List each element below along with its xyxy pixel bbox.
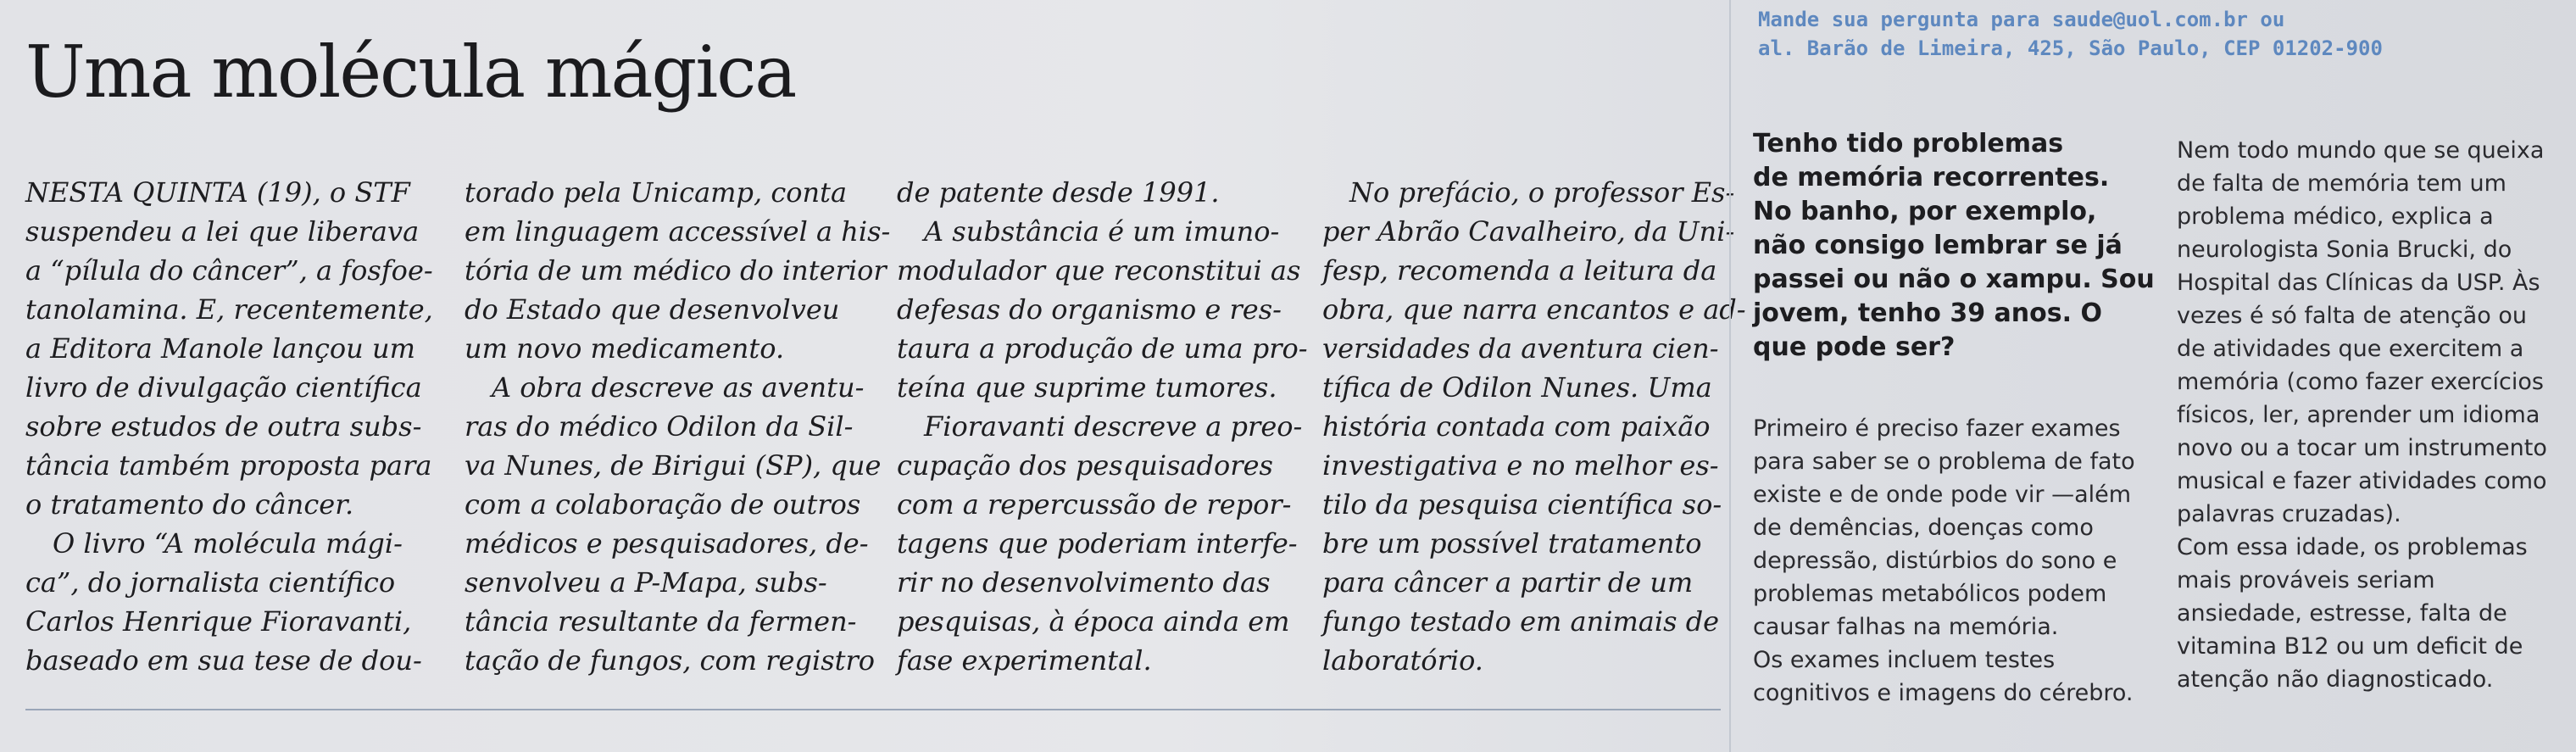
text-line: versidades da aventura cien- — [1322, 332, 1719, 365]
text-line: ca”, do jornalista científico — [25, 566, 396, 599]
text-line: rir no desenvolvimento das — [897, 566, 1271, 599]
text-line: fesp, recomenda a leitura da — [1322, 254, 1717, 287]
article-column-1 — [25, 173, 433, 680]
text-line: obra, que narra encantos e ad- — [1322, 293, 1746, 326]
text-line: do Estado que desenvolveu — [465, 293, 840, 326]
answer-line: Hospital das Clínicas da USP. Às — [2177, 270, 2540, 296]
text-line: investigativa e no melhor es- — [1322, 449, 1719, 482]
text-line: sobre estudos de outra subs- — [25, 410, 422, 443]
answer-line: de atividades que exercitem a — [2177, 336, 2524, 362]
text-line: senvolveu a P-Mapa, subs- — [465, 566, 827, 599]
answer-line: de falta de memória tem um — [2177, 170, 2506, 197]
text-line: baseado em sua tese de dou- — [25, 644, 422, 677]
text-line: va Nunes, de Birigui (SP), que — [465, 449, 882, 482]
text-line: história contada com paixão — [1322, 410, 1711, 443]
text-line: o tratamento do câncer. — [25, 488, 354, 521]
text-line: com a repercussão de repor- — [897, 488, 1292, 521]
text-line: tória de um médico do interior — [465, 254, 887, 287]
text-line: No prefácio, o professor Es- — [1349, 176, 1735, 209]
text-line: fungo testado em animais de — [1322, 605, 1720, 638]
question-line: jovem, tenho 39 anos. O — [1753, 298, 2102, 328]
answer-line: para saber se o problema de fato — [1753, 448, 2135, 475]
text-line: tagens que poderiam interfe- — [897, 527, 1298, 560]
answer-column-left — [1753, 412, 2135, 710]
text-line: O livro “A molécula mági- — [53, 527, 403, 560]
article-column-4 — [1322, 173, 1746, 680]
section-divider-rule — [1729, 0, 1731, 752]
question-line: Tenho tido problemas — [1753, 129, 2064, 159]
text-line: Carlos Henrique Fioravanti, — [25, 605, 412, 638]
column-divider-rule — [25, 709, 1721, 710]
answer-line: Nem todo mundo que se queixa — [2177, 137, 2545, 164]
answer-line: causar falhas na memória. — [1753, 614, 2059, 640]
text-line: pesquisas, à época ainda em — [897, 605, 1290, 638]
contact-address-line: al. Barão de Limeira, 425, São Paulo, CEP 01202-900 — [1758, 36, 2383, 60]
text-line: defesas do organismo e res- — [897, 293, 1282, 326]
text-line: laboratório. — [1322, 644, 1483, 677]
question-line: passei ou não o xampu. Sou — [1753, 265, 2155, 294]
text-line: médicos e pesquisadores, de- — [465, 527, 869, 560]
answer-line: musical e fazer atividades como — [2177, 468, 2547, 494]
text-line: per Abrão Cavalheiro, da Uni- — [1322, 215, 1735, 248]
text-line: tilo da pesquisa científica so- — [1322, 488, 1722, 521]
question-line: não consigo lembrar se já — [1753, 231, 2123, 260]
text-line: tância também proposta para — [25, 449, 432, 482]
answer-line: problemas metabólicos podem — [1753, 581, 2107, 607]
text-line: Fioravanti descreve a preo- — [924, 410, 1303, 443]
article-column-3 — [897, 173, 1308, 680]
answer-line: físicos, ler, aprender um idioma — [2177, 402, 2540, 428]
question-line: de memória recorrentes. — [1753, 163, 2110, 192]
question-line: No banho, por exemplo, — [1753, 197, 2097, 226]
answer-line: neurologista Sonia Brucki, do — [2177, 237, 2512, 263]
text-line: um novo medicamento. — [465, 332, 785, 365]
answer-column-right — [2177, 134, 2547, 696]
answer-line: problema médico, explica a — [2177, 203, 2494, 230]
contact-box — [1758, 5, 2383, 63]
contact-email-line: Mande sua pergunta para saude@uol.com.br ou — [1758, 8, 2285, 31]
text-line: modulador que reconstitui as — [897, 254, 1301, 287]
text-line: cupação dos pesquisadores — [897, 449, 1273, 482]
text-line: tação de fungos, com registro — [465, 644, 876, 677]
answer-line: novo ou a tocar um instrumento — [2177, 435, 2547, 461]
text-line: fase experimental. — [897, 644, 1152, 677]
text-line: taura a produção de uma pro- — [897, 332, 1308, 365]
text-line: ras do médico Odilon da Sil- — [465, 410, 854, 443]
answer-line: vezes é só falta de atenção ou — [2177, 303, 2527, 329]
answer-line: palavras cruzadas). — [2177, 501, 2401, 527]
text-line: livro de divulgação científica — [25, 371, 422, 404]
text-line: torado pela Unicamp, conta — [465, 176, 848, 209]
answer-line: ansiedade, estresse, falta de — [2177, 600, 2507, 627]
article-headline: Uma molécula mágica — [25, 31, 796, 114]
text-line: a “pílula do câncer”, a fosfoe- — [25, 254, 433, 287]
text-line: bre um possível tratamento — [1322, 527, 1702, 560]
answer-line: de demências, doenças como — [1753, 515, 2094, 541]
text-line: suspendeu a lei que liberava — [25, 215, 420, 248]
answer-line: Os exames incluem testes — [1753, 647, 2056, 673]
text-line: NESTA QUINTA (19), o STF — [25, 176, 410, 209]
answer-line: vitamina B12 ou um deficit de — [2177, 633, 2523, 660]
answer-line: cognitivos e imagens do cérebro. — [1753, 680, 2134, 706]
text-line: A obra descreve as aventu- — [492, 371, 865, 404]
answer-line: Primeiro é preciso fazer exames — [1753, 415, 2121, 442]
answer-line: memória (como fazer exercícios — [2177, 369, 2544, 395]
text-line: de patente desde 1991. — [897, 176, 1220, 209]
reader-question — [1753, 127, 2155, 365]
text-line: para câncer a partir de um — [1322, 566, 1694, 599]
text-line: tanolamina. E, recentemente, — [25, 293, 433, 326]
text-line: tífica de Odilon Nunes. Uma — [1322, 371, 1712, 404]
text-line: A substância é um imuno- — [924, 215, 1280, 248]
answer-line: existe e de onde pode vir —além — [1753, 482, 2132, 508]
text-line: a Editora Manole lançou um — [25, 332, 415, 365]
text-line: tância resultante da fermen- — [465, 605, 857, 638]
answer-line: atenção não diagnosticado. — [2177, 666, 2494, 693]
text-line: com a colaboração de outros — [465, 488, 861, 521]
answer-line: mais prováveis seriam — [2177, 567, 2435, 593]
answer-line: depressão, distúrbios do sono e — [1753, 548, 2117, 574]
text-line: teína que suprime tumores. — [897, 371, 1277, 404]
text-line: em linguagem accessível a his- — [465, 215, 891, 248]
article-column-2 — [465, 173, 890, 680]
question-line: que pode ser? — [1753, 332, 1956, 362]
answer-line: Com essa idade, os problemas — [2177, 534, 2528, 560]
